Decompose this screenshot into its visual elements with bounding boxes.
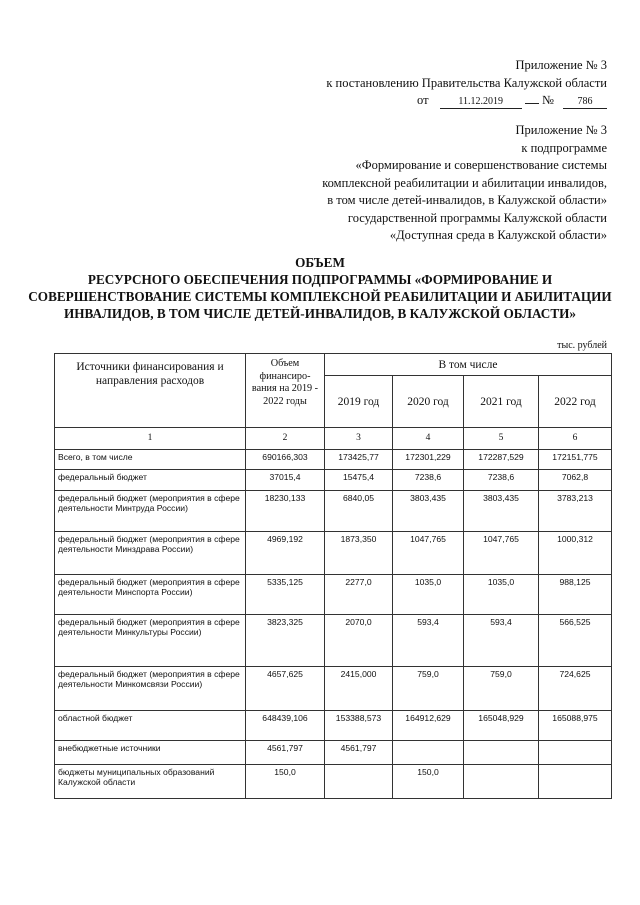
table-row (55, 740, 612, 764)
row-2019: 1873,350 (325, 531, 393, 574)
row-2022: 3783,213 (539, 490, 612, 531)
row-2022: 1000,312 (539, 531, 612, 574)
column-number: 3 (325, 428, 393, 450)
subprogram-appendix-line: «Доступная среда в Калужской области» (389, 228, 607, 242)
row-total: 5335,125 (246, 574, 325, 614)
row-2019: 15475,4 (325, 469, 393, 490)
row-source-name: федеральный бюджет (мероприятия в сфере деятельности Минтруда России) (55, 490, 246, 531)
subprogram-appendix-line: к подпрограмме (521, 140, 607, 155)
table-row (55, 764, 612, 798)
title-subheading: РЕСУРСНОГО ОБЕСПЕЧЕНИЯ ПОДПРОГРАММЫ «ФОРМИРОВАНИЕ И СОВЕРШЕНСТВОВАНИЕ СИСТЕМЫ КОМПЛЕКСНОЙ РЕАБИЛИТАЦИИ И АБИЛИТАЦИИ ИНВАЛИДОВ, В ТОМ ЧИСЛЕ ДЕТЕЙ-ИНВАЛИДОВ, В КАЛУЖСКОЙ ОБЛАСТИ» (28, 272, 612, 321)
table-row (55, 666, 612, 710)
row-2019: 4561,797 (325, 740, 393, 764)
row-2022 (539, 764, 612, 798)
column-number: 4 (393, 428, 464, 450)
row-total: 690166,303 (246, 449, 325, 469)
row-total: 37015,4 (246, 469, 325, 490)
row-source-name: федеральный бюджет (мероприятия в сфере деятельности Минспорта России) (55, 574, 246, 614)
row-2020: 164912,629 (393, 710, 464, 740)
from-label: от (417, 93, 429, 107)
row-total: 4969,192 (246, 531, 325, 574)
resolution-number: 786 (563, 96, 607, 109)
row-2021: 7238,6 (464, 469, 539, 490)
row-2021: 759,0 (464, 666, 539, 710)
number-label: № (541, 93, 554, 107)
row-2022: 724,625 (539, 666, 612, 710)
row-2022: 172151,775 (539, 449, 612, 469)
document-title (10, 254, 630, 322)
subprogram-appendix-line: в том числе детей-инвалидов, в Калужской области» (327, 193, 607, 207)
row-source-name: Всего, в том числе (55, 449, 246, 469)
row-2020: 172301,229 (393, 449, 464, 469)
row-2022: 165088,975 (539, 710, 612, 740)
table-row (55, 531, 612, 574)
row-2019: 2277,0 (325, 574, 393, 614)
row-2021: 172287,529 (464, 449, 539, 469)
row-2019: 173425,77 (325, 449, 393, 469)
header-including: В том числе (325, 354, 612, 376)
row-source-name: областной бюджет (55, 710, 246, 740)
subprogram-appendix-line: Приложение № 3 (515, 123, 607, 137)
column-number-row (55, 428, 612, 450)
row-2021: 1035,0 (464, 574, 539, 614)
resolution-date: 11.12.2019 (440, 96, 522, 109)
resolution-date-number (326, 92, 607, 110)
table-row (55, 469, 612, 490)
row-total: 150,0 (246, 764, 325, 798)
row-source-name: федеральный бюджет (55, 469, 246, 490)
row-source-name: федеральный бюджет (мероприятия в сфере деятельности Минкомсвязи России) (55, 666, 246, 710)
subprogram-appendix-line: государственной программы Калужской области (347, 210, 607, 225)
subprogram-appendix-line: комплексной реабилитации и абилитации инвалидов, (322, 175, 607, 190)
column-number: 2 (246, 428, 325, 450)
row-2021: 1047,765 (464, 531, 539, 574)
header-year: 2021 год (464, 376, 539, 428)
row-2022: 7062,8 (539, 469, 612, 490)
row-2021: 593,4 (464, 614, 539, 666)
appendix-subprogram-block (322, 122, 607, 245)
blank-gap (525, 103, 539, 104)
row-2020: 7238,6 (393, 469, 464, 490)
header-year: 2020 год (393, 376, 464, 428)
header-source: Источники финансирования и направления расходов (55, 354, 246, 428)
row-2020: 759,0 (393, 666, 464, 710)
row-2020: 150,0 (393, 764, 464, 798)
title-heading: ОБЪЕМ (295, 255, 345, 270)
header-volume: Объем финансиро-вания на 2019 - 2022 годы (246, 354, 325, 428)
appendix-number: Приложение № 3 (515, 58, 607, 72)
units-label: тыс. рублей (557, 340, 607, 351)
appendix-resolution-block (326, 57, 607, 110)
row-2019: 6840,05 (325, 490, 393, 531)
row-2021 (464, 740, 539, 764)
table-row (55, 574, 612, 614)
row-2021: 3803,435 (464, 490, 539, 531)
table-row (55, 710, 612, 740)
row-source-name: федеральный бюджет (мероприятия в сфере деятельности Минкультуры России) (55, 614, 246, 666)
financing-table (54, 353, 612, 799)
row-total: 4561,797 (246, 740, 325, 764)
column-number: 1 (55, 428, 246, 450)
resolution-reference: к постановлению Правительства Калужской области (326, 75, 607, 90)
row-2019: 153388,573 (325, 710, 393, 740)
row-2022: 566,525 (539, 614, 612, 666)
row-2020: 3803,435 (393, 490, 464, 531)
row-2019: 2415,000 (325, 666, 393, 710)
row-2022 (539, 740, 612, 764)
column-number: 5 (464, 428, 539, 450)
row-2021: 165048,929 (464, 710, 539, 740)
header-year: 2019 год (325, 376, 393, 428)
row-2020 (393, 740, 464, 764)
row-source-name: федеральный бюджет (мероприятия в сфере деятельности Минздрава России) (55, 531, 246, 574)
row-source-name: внебюджетные источники (55, 740, 246, 764)
row-2020: 1047,765 (393, 531, 464, 574)
row-2019: 2070,0 (325, 614, 393, 666)
row-total: 648439,106 (246, 710, 325, 740)
row-2020: 1035,0 (393, 574, 464, 614)
row-2021 (464, 764, 539, 798)
table-row (55, 490, 612, 531)
row-2022: 988,125 (539, 574, 612, 614)
row-total: 3823,325 (246, 614, 325, 666)
row-source-name: бюджеты муниципальных образований Калужской области (55, 764, 246, 798)
table-row (55, 449, 612, 469)
table-row (55, 614, 612, 666)
header-year: 2022 год (539, 376, 612, 428)
row-2019 (325, 764, 393, 798)
row-total: 4657,625 (246, 666, 325, 710)
row-total: 18230,133 (246, 490, 325, 531)
column-number: 6 (539, 428, 612, 450)
row-2020: 593,4 (393, 614, 464, 666)
subprogram-appendix-line: «Формирование и совершенствование системы (355, 158, 607, 172)
